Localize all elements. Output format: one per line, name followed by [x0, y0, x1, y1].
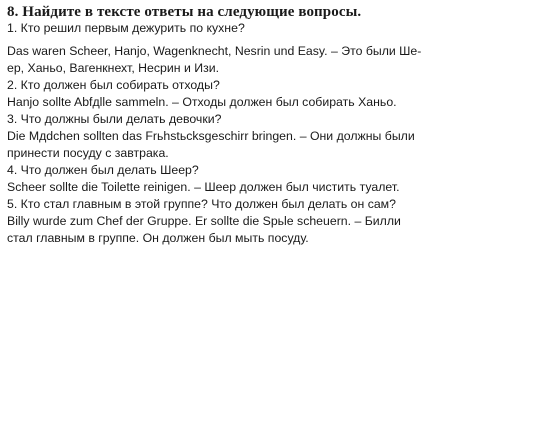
question-1: 1. Кто решил первым дежурить по кухне?: [7, 21, 245, 35]
exercise-page: [7, 4, 542, 247]
answer-3-line-1: Die Mдdchen sollten das Frьhstьcksgeschirr bringen. – Они должны были: [7, 129, 415, 143]
question-2: 2. Кто должен был собирать отходы?: [7, 78, 220, 92]
answers-block: [7, 43, 542, 247]
answer-2: Hanjo sollte Abfдlle sammeln. – Отходы должен был собирать Ханьо.: [7, 95, 397, 109]
answer-3-line-2: принести посуду с завтрака.: [7, 146, 169, 160]
question-3: 3. Что должны были делать девочки?: [7, 112, 222, 126]
question-4: 4. Что должен был делать Шеер?: [7, 163, 199, 177]
answer-1-line-2: ер, Ханьо, Вагенкнехт, Несрин и Изи.: [7, 61, 219, 75]
answer-5-line-2: стал главным в группе. Он должен был мыть посуду.: [7, 231, 309, 245]
exercise-heading: 8. Найдите в тексте ответы на следующие вопросы.: [7, 4, 362, 20]
answer-1-line-1: Das waren Scheer, Hanjo, Wagenknecht, Nesrin und Easy. – Это были Ше-: [7, 44, 422, 58]
answer-5-line-1: Billy wurde zum Chef der Gruppe. Er sollte die Spьle scheuern. – Билли: [7, 214, 401, 228]
question-5: 5. Кто стал главным в этой группе? Что должен был делать он сам?: [7, 197, 396, 211]
answer-4: Scheer sollte die Toilette reinigen. – Шеер должен был чистить туалет.: [7, 180, 400, 194]
